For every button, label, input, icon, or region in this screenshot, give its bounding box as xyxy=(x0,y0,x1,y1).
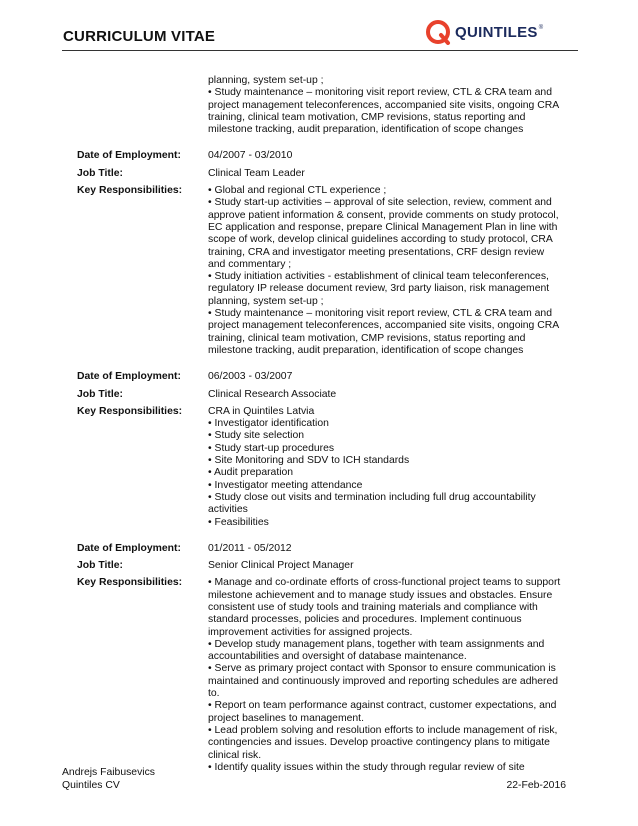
footer-name: Andrejs Faibusevics xyxy=(62,767,155,778)
cv-content xyxy=(77,75,567,774)
responsibility-line: and commentary ; xyxy=(208,258,292,270)
employment-date-value: 06/2003 - 03/2007 xyxy=(208,371,293,383)
company-logo xyxy=(425,16,575,48)
responsibility-line: consistent use of study tools and training materials and compliance with xyxy=(208,601,538,613)
responsibility-line: planning, system set-up ; xyxy=(208,75,324,86)
responsibility-line: contingencies and issues. Develop proactive contingency plans to mitigate xyxy=(208,737,550,749)
responsibility-line: maintained and continuously improved and reporting schedules are adhered xyxy=(208,675,559,687)
responsibility-line: project management teleconferences, accompanied site visits, ongoing CRA xyxy=(208,99,560,111)
responsibility-line: • Investigator meeting attendance xyxy=(208,479,363,491)
employment-date-row xyxy=(77,150,567,162)
responsibility-line: project management teleconferences, accompanied site visits, ongoing CRA xyxy=(208,320,560,332)
responsibility-line: • Develop study management plans, together with team assignments and xyxy=(208,638,545,650)
section-gap xyxy=(77,357,567,371)
responsibility-line: • Study maintenance – monitoring visit report review, CTL & CRA team and xyxy=(208,87,552,99)
footer-doc: Quintiles CV xyxy=(62,779,120,791)
key-responsibilities-row xyxy=(77,406,567,529)
responsibility-line: approve patient information & consent, provide comments on study protocol, xyxy=(208,209,559,221)
responsibility-line: activities xyxy=(208,504,248,516)
responsibility-line: • Feasibilities xyxy=(208,516,269,528)
footer xyxy=(62,767,566,792)
responsibility-line: • Manage and co-ordinate efforts of cross-functional project teams to support xyxy=(208,577,561,589)
employment-entry xyxy=(77,150,567,357)
header-title: CURRICULUM VITAE xyxy=(63,28,216,45)
key-responsibilities-label: Key Responsibilities: xyxy=(77,185,183,197)
key-responsibilities-row xyxy=(77,185,567,357)
responsibility-line: improvement activities for assigned projects. xyxy=(208,626,413,638)
job-title-row xyxy=(77,168,567,180)
responsibility-line: • Study maintenance – monitoring visit report review, CTL & CRA team and xyxy=(208,308,552,320)
responsibility-line: standard processes, policies and procedures. Implement continuous xyxy=(208,614,522,626)
key-responsibilities-value xyxy=(208,577,567,774)
responsibility-line: training, CRA and investigator meeting presentations, CRF design review xyxy=(208,246,545,258)
job-title-value: Senior Clinical Project Manager xyxy=(208,560,354,572)
responsibility-line: • Site Monitoring and SDV to ICH standards xyxy=(208,455,410,467)
employment-date-label: Date of Employment: xyxy=(77,371,181,383)
continued-responsibilities xyxy=(208,75,567,136)
responsibility-line: • Study close out visits and termination including full drug accountability xyxy=(208,491,536,503)
responsibility-line: • Report on team performance against contract, customer expectations, and xyxy=(208,700,557,712)
key-responsibilities-label: Key Responsibilities: xyxy=(77,405,183,417)
quintiles-logo-icon xyxy=(425,19,451,45)
employment-entry xyxy=(77,371,567,529)
employment-date-label: Date of Employment: xyxy=(77,542,181,554)
responsibility-line: milestone achievement and to manage study issues and obstacles. Ensure xyxy=(208,589,553,601)
responsibility-line: clinical risk. xyxy=(208,749,262,761)
responsibility-line: • Lead problem solving and resolution efforts to include management of risk, xyxy=(208,724,558,736)
employment-date-value: 01/2011 - 05/2012 xyxy=(208,542,292,554)
responsibility-line: accountabilities and oversight of database maintenance. xyxy=(208,651,467,663)
footer-date: 22-Feb-2016 xyxy=(506,779,566,791)
responsibility-line: training, clinical team motivation, CMP revisions, status reporting and xyxy=(208,111,526,123)
section-gap xyxy=(77,529,567,543)
job-title-row xyxy=(77,389,567,401)
responsibility-line: • Study site selection xyxy=(208,430,305,442)
employment-entry xyxy=(77,543,567,774)
responsibility-line: • Study initiation activities - establishment of clinical team teleconferences, xyxy=(208,271,549,283)
responsibility-line: • Study start-up procedures xyxy=(208,442,335,454)
job-title-label: Job Title: xyxy=(77,388,123,400)
responsibility-line: to. xyxy=(208,688,220,700)
employment-date-row xyxy=(77,371,567,383)
key-responsibilities-value xyxy=(208,406,567,529)
key-responsibilities-value xyxy=(208,185,567,357)
job-title-value: Clinical Team Leader xyxy=(208,167,305,179)
section-gap xyxy=(77,136,567,150)
responsibility-line: EC application and response, prepare Clinical Management Plan in line with xyxy=(208,221,558,233)
job-title-row xyxy=(77,560,567,572)
registered-mark: ® xyxy=(538,25,544,31)
responsibility-line: planning, system set-up ; xyxy=(208,295,324,307)
responsibility-line: • Serve as primary project contact with Sponsor to ensure communication is xyxy=(208,663,556,675)
responsibility-line: • Global and regional CTL experience ; xyxy=(208,185,387,197)
job-title-label: Job Title: xyxy=(77,167,123,179)
responsibility-line: • Audit preparation xyxy=(208,467,294,479)
responsibility-line: • Study start-up activities – approval of site selection, review, comment and xyxy=(208,197,552,209)
logo-text: QUINTILES xyxy=(455,23,538,41)
job-title-value: Clinical Research Associate xyxy=(208,388,337,400)
responsibility-line: training, clinical team motivation, CMP revisions, status reporting and xyxy=(208,332,526,344)
responsibility-line: • Identify quality issues within the study through regular review of site xyxy=(208,761,525,773)
job-title-label: Job Title: xyxy=(77,560,123,572)
responsibility-line: • Investigator identification xyxy=(208,418,329,430)
header-divider xyxy=(62,50,578,51)
responsibility-line: CRA in Quintiles Latvia xyxy=(208,405,315,417)
employment-date-row xyxy=(77,543,567,555)
key-responsibilities-row xyxy=(77,577,567,774)
responsibility-line: milestone tracking, audit preparation, identification of scope changes xyxy=(208,344,524,356)
responsibility-line: milestone tracking, audit preparation, identification of scope changes xyxy=(208,124,524,136)
responsibility-line: scope of work, develop clinical guidelines according to study protocol, CRA xyxy=(208,234,553,246)
employment-date-value: 04/2007 - 03/2010 xyxy=(208,150,293,162)
key-responsibilities-label: Key Responsibilities: xyxy=(77,577,183,589)
employment-date-label: Date of Employment: xyxy=(77,150,181,162)
responsibility-line: regulatory IP release document review, 3rd party liaison, risk management xyxy=(208,283,550,295)
responsibility-line: project baselines to management. xyxy=(208,712,364,724)
